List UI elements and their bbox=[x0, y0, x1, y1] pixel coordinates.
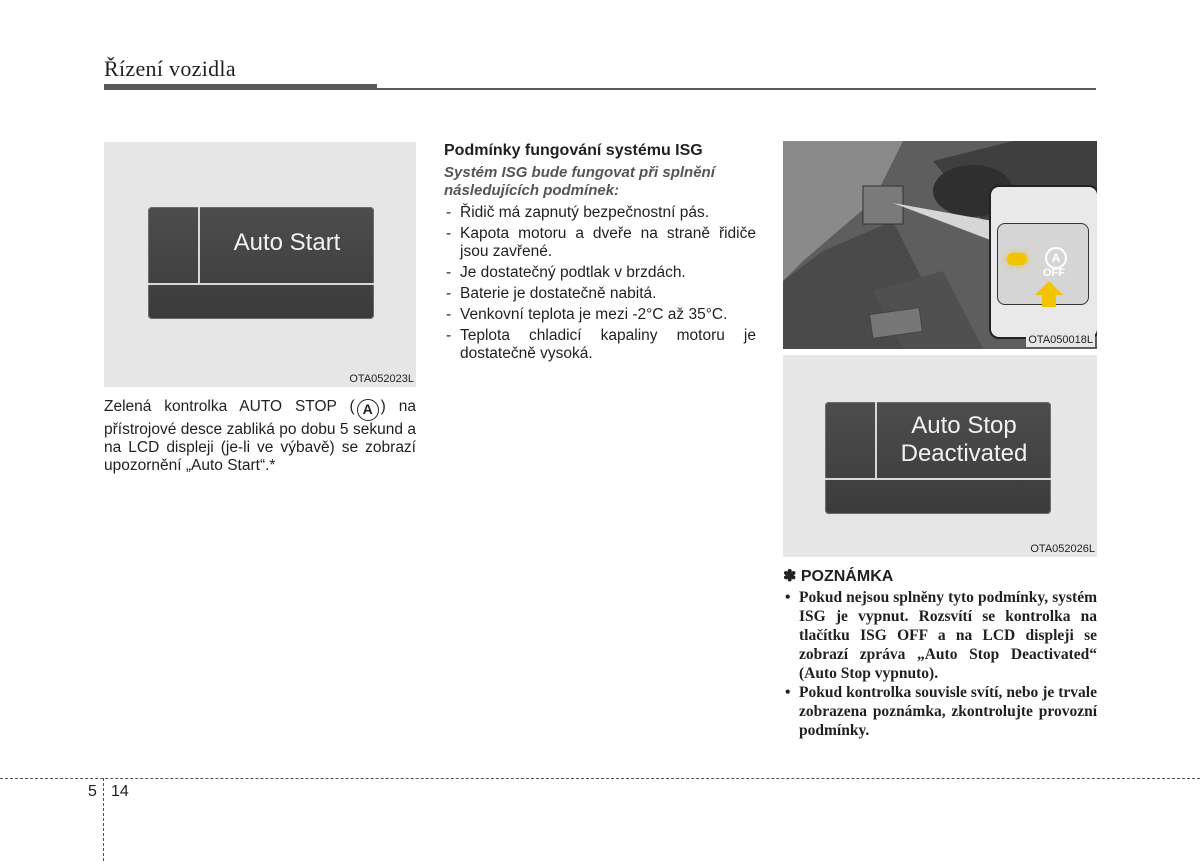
page-header-title: Řízení vozidla bbox=[104, 56, 236, 81]
paragraph-text-start: Zelená kontrolka AUTO STOP ( bbox=[104, 398, 355, 415]
section-heading: Podmínky fungování systému ISG bbox=[444, 142, 703, 159]
isg-button-inset bbox=[989, 185, 1097, 339]
header-rule-thick bbox=[104, 84, 377, 90]
isg-off-label: OFF bbox=[1043, 267, 1065, 279]
list-item: - Baterie je dostatečně nabitá. bbox=[444, 285, 756, 303]
footer-dotted-divider bbox=[103, 778, 104, 861]
list-item: - Kapota motoru a dveře na straně řidiče jsou zavřené. bbox=[444, 225, 756, 261]
isg-conditions-section bbox=[444, 142, 756, 366]
page-number: 14 bbox=[111, 783, 129, 800]
note-bullets bbox=[783, 588, 1097, 740]
conditions-list bbox=[444, 204, 756, 363]
header-rule-thin bbox=[377, 88, 1096, 90]
figure-auto-start bbox=[104, 142, 416, 387]
lcd-display bbox=[825, 402, 1051, 514]
list-item: - Teplota chladicí kapaliny motoru je dostatečně vysoká. bbox=[444, 327, 756, 363]
footer-dotted-rule bbox=[0, 778, 1200, 779]
figure-isg-off-button bbox=[783, 141, 1097, 349]
figure-auto-stop-deactivated bbox=[783, 355, 1097, 557]
isg-indicator-light-icon bbox=[1007, 253, 1027, 265]
auto-start-paragraph bbox=[104, 398, 416, 475]
note-bullet: • Pokud nejsou splněny tyto podmínky, systém ISG je vypnut. Rozsvítí se kontrolka na tlačítku ISG OFF a na LCD displeji se zobrazí zpráva „Auto Stop Deactivated“ (Auto Stop vypnuto). bbox=[783, 588, 1097, 683]
paragraph-text-end: ) na přístrojové desce zabliká po dobu 5 sekund a na LCD displeji (je-li ve výbavě) se zobrazí upozornění „Auto Start“.* bbox=[104, 398, 416, 474]
section-subheading: Systém ISG bude fungovat při splnění následujících podmínek: bbox=[444, 164, 715, 199]
lcd-divider-vertical bbox=[198, 207, 200, 283]
note-bullet: • Pokud kontrolka souvisle svítí, nebo je trvale zobrazena poznámka, zkontrolujte provozní podmínky. bbox=[783, 683, 1097, 740]
lcd-divider-horizontal bbox=[148, 283, 374, 285]
figure-caption: OTA052026L bbox=[1030, 543, 1095, 555]
press-arrow-icon bbox=[1035, 281, 1063, 295]
isg-a-icon: A bbox=[1045, 247, 1067, 269]
list-item: - Řidič má zapnutý bezpečnostní pás. bbox=[444, 204, 756, 222]
auto-stop-indicator-icon: A bbox=[357, 399, 379, 421]
lcd-text-line2: Deactivated bbox=[900, 440, 1028, 467]
figure-caption: OTA050018L bbox=[1028, 334, 1093, 346]
figure-caption: OTA052023L bbox=[349, 373, 414, 385]
lcd-text-auto-start: Auto Start bbox=[233, 229, 341, 256]
list-item: - Venkovní teplota je mezi -2°C až 35°C. bbox=[444, 306, 756, 324]
asterisk-icon: ✽ bbox=[783, 568, 797, 585]
lcd-divider-horizontal bbox=[825, 478, 1051, 480]
lcd-display bbox=[148, 207, 374, 319]
lcd-text-line1: Auto Stop bbox=[911, 412, 1017, 439]
press-arrow-stem bbox=[1042, 295, 1056, 307]
note-title-text: POZNÁMKA bbox=[800, 568, 894, 585]
list-item: - Je dostatečný podtlak v brzdách. bbox=[444, 264, 756, 282]
note-title bbox=[783, 566, 1097, 586]
section-number: 5 bbox=[88, 783, 97, 800]
note-section bbox=[783, 566, 1097, 740]
